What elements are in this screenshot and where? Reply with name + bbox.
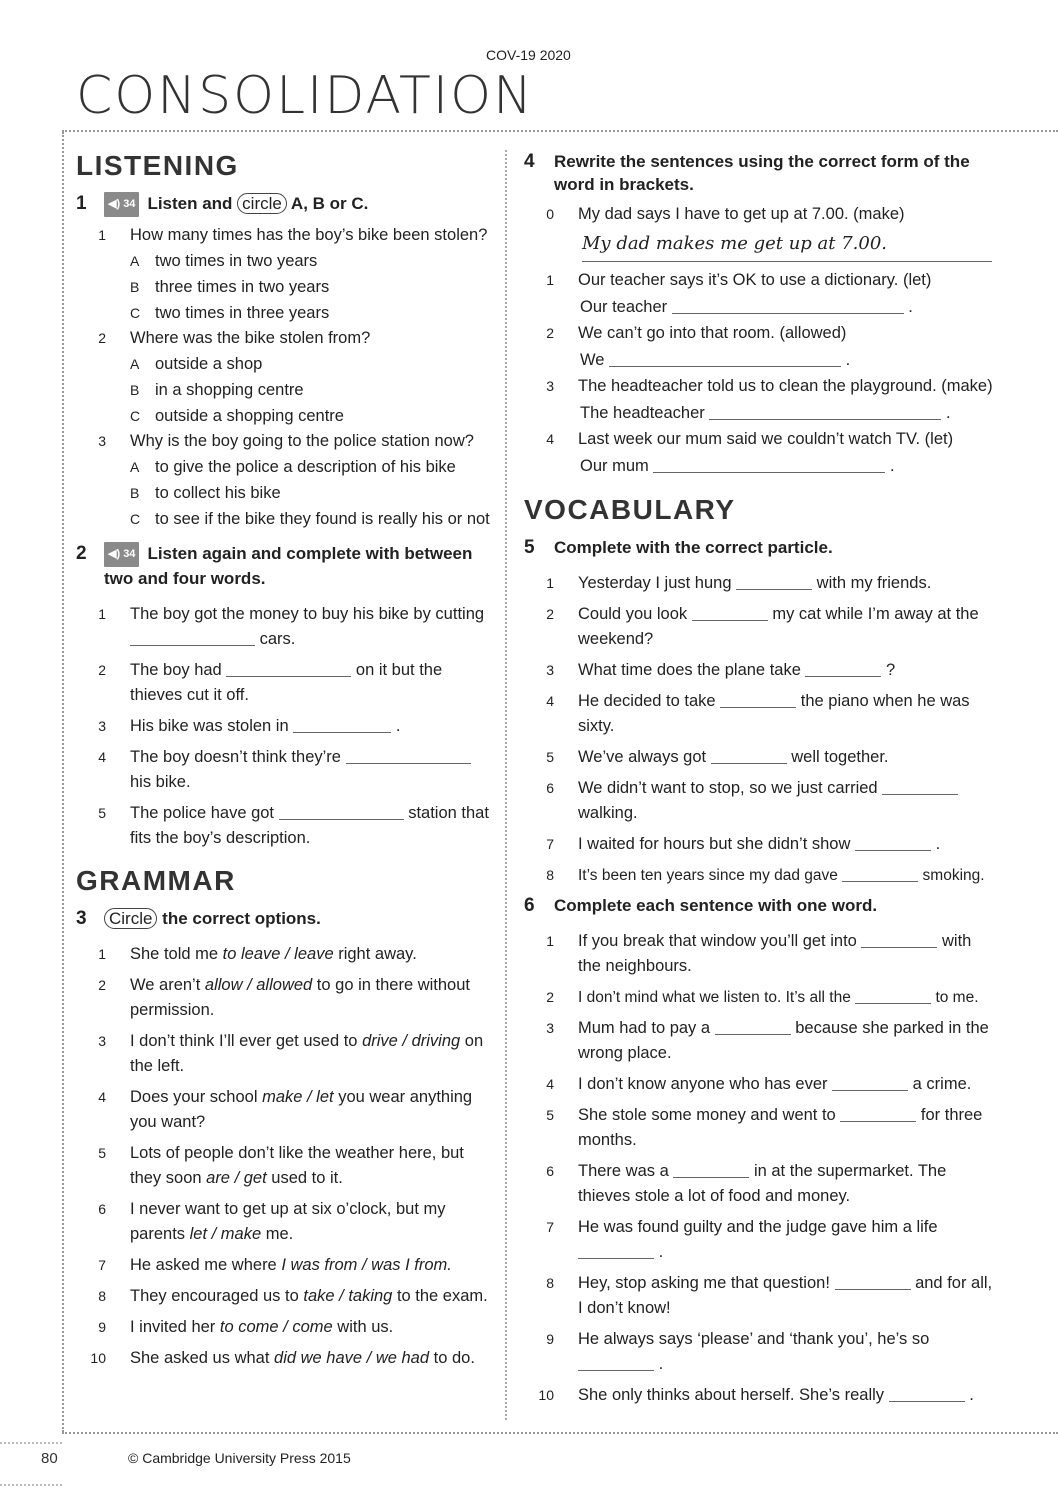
- exercise-3-items: [76, 942, 491, 1371]
- gap-item: 1 If you break that window you’ll get into with the neighbours.: [546, 932, 972, 975]
- question-1-2: 2 Where was the bike stolen from?: [98, 329, 371, 347]
- circle-word: circle: [237, 193, 287, 214]
- answer-blank[interactable]: [578, 1242, 654, 1259]
- footer-divider-lower: [0, 1484, 62, 1486]
- audio-track-badge[interactable]: ◀) 34: [104, 542, 139, 567]
- section-title-vocabulary: VOCABULARY: [524, 494, 736, 525]
- answer-blank[interactable]: [672, 297, 904, 314]
- choice-item[interactable]: 5 Lots of people don’t like the weather here, but they soon are / get used to it.: [98, 1144, 464, 1187]
- speaker-icon: ◀): [108, 548, 121, 560]
- answer-blank[interactable]: [855, 834, 931, 851]
- choice-item[interactable]: 10 She asked us what did we have / we had to do.: [90, 1349, 475, 1367]
- gap-item: 7 He was found guilty and the judge gave him a life .: [546, 1218, 938, 1261]
- gap-item: 6 We didn’t want to stop, so we just carried walking.: [524, 776, 994, 826]
- exercise-1-questions: [76, 223, 491, 532]
- bottom-divider: [62, 1432, 1058, 1434]
- exercise-5-items: [524, 571, 994, 888]
- exercise-2-heading: 2 ◀) 34 Listen again and complete with between two and four words.: [76, 543, 473, 588]
- gap-item: 4 He decided to take the piano when he was sixty.: [546, 692, 970, 735]
- choice-item[interactable]: 9 I invited her to come / come with us.: [98, 1318, 394, 1336]
- gap-item: 8 Hey, stop asking me that question! and for all, I don’t know!: [546, 1274, 993, 1317]
- answer-blank[interactable]: [855, 987, 931, 1004]
- column-divider: [505, 150, 507, 1420]
- section-title-grammar: GRAMMAR: [76, 865, 236, 896]
- choice-item[interactable]: 8 They encouraged us to take / taking to the exam.: [98, 1287, 488, 1305]
- choice-item[interactable]: 6 I never want to get up at six o’clock, but my parents let / make me.: [98, 1200, 446, 1243]
- answer-blank[interactable]: [130, 629, 255, 646]
- option[interactable]: C to see if the bike they found is really his or not: [130, 510, 490, 528]
- gap-item: 8 It’s been ten years since my dad gave smoking.: [546, 867, 985, 884]
- answer-blank[interactable]: [715, 1018, 791, 1035]
- copyright: © Cambridge University Press 2015: [128, 1450, 351, 1466]
- answer-blank[interactable]: [832, 1074, 908, 1091]
- choice-item[interactable]: 7 He asked me where I was from / was I from.: [98, 1256, 452, 1274]
- gap-item: 2 I don’t mind what we listen to. It’s all the to me.: [546, 989, 979, 1006]
- option[interactable]: A outside a shop: [130, 355, 263, 373]
- option[interactable]: C outside a shopping centre: [130, 407, 344, 425]
- answer-blank[interactable]: [346, 747, 471, 764]
- gap-item: 3 Mum had to pay a because she parked in the wrong place.: [546, 1019, 989, 1062]
- right-column: [524, 150, 994, 1408]
- rewrite-line: Our mum .: [580, 457, 895, 475]
- answer-blank[interactable]: [842, 865, 918, 882]
- choice-item[interactable]: 2 We aren’t allow / allowed to go in there without permission.: [98, 976, 470, 1019]
- exercise-5-heading: 5 Complete with the correct particle.: [524, 537, 833, 558]
- option[interactable]: B in a shopping centre: [130, 381, 304, 399]
- answer-blank[interactable]: [805, 660, 881, 677]
- option[interactable]: B three times in two years: [130, 278, 330, 296]
- exercise-2-items: [76, 602, 491, 851]
- exercise-3-heading: 3 Circle the correct options.: [76, 908, 321, 929]
- answer-blank[interactable]: [293, 716, 391, 733]
- gap-item: 5 The police have got station that fits the boy’s description.: [98, 804, 489, 847]
- left-column: [76, 150, 491, 1371]
- gap-item: 4 The boy doesn’t think they’re his bike.: [76, 745, 491, 795]
- page-number: 80: [41, 1450, 58, 1467]
- answer-blank[interactable]: [720, 691, 796, 708]
- answer-blank[interactable]: [609, 350, 841, 367]
- option[interactable]: B to collect his bike: [130, 484, 281, 502]
- choice-item[interactable]: 3 I don’t think I’ll ever get used to drive / driving on the left.: [98, 1032, 484, 1075]
- answer-blank[interactable]: [692, 604, 768, 621]
- gap-item: 3 His bike was stolen in .: [98, 717, 401, 735]
- answer-blank[interactable]: [835, 1273, 911, 1290]
- rewrite-item: 3 The headteacher told us to clean the playground. (make): [546, 377, 993, 395]
- answer-blank[interactable]: [673, 1161, 749, 1178]
- gap-item: 3 What time does the plane take ?: [546, 661, 896, 679]
- exercise-4-heading: 4 Rewrite the sentences using the correct form of the word in brackets.: [524, 151, 970, 194]
- rewrite-item: 4 Last week our mum said we couldn’t watch TV. (let): [546, 430, 954, 448]
- audio-track-badge[interactable]: ◀) 34: [104, 192, 139, 217]
- gap-item: 9 He always says ‘please’ and ‘thank you’, he’s so .: [546, 1330, 930, 1373]
- option[interactable]: A to give the police a description of his bike: [130, 458, 456, 476]
- top-divider: [62, 130, 1058, 132]
- document-code: COV-19 2020: [486, 47, 571, 63]
- rewrite-line: Our teacher .: [580, 298, 913, 316]
- page-title: CONSOLIDATION: [76, 66, 534, 126]
- answer-blank[interactable]: [279, 803, 404, 820]
- answer-blank[interactable]: [653, 456, 885, 473]
- exercise-number: 1: [76, 193, 87, 214]
- gap-item: 6 There was a in at the supermarket. The thieves stole a lot of food and money.: [546, 1162, 947, 1205]
- section-title-listening: LISTENING: [76, 150, 239, 181]
- answer-blank[interactable]: [709, 403, 941, 420]
- exercise-6-heading: 6 Complete each sentence with one word.: [524, 895, 878, 916]
- speaker-icon: ◀): [108, 198, 121, 210]
- gap-item: 5 She stole some money and went to for three months.: [546, 1106, 983, 1149]
- option[interactable]: C two times in three years: [130, 304, 330, 322]
- gap-item: 1 Yesterday I just hung with my friends.: [546, 574, 932, 592]
- gap-item: 2 Could you look my cat while I’m away at the weekend?: [546, 605, 979, 648]
- answer-blank[interactable]: [840, 1105, 916, 1122]
- answer-blank[interactable]: [861, 931, 937, 948]
- answer-blank[interactable]: [578, 1354, 654, 1371]
- footer-divider: [0, 1442, 62, 1444]
- question-1-1: 1 How many times has the boy’s bike been stolen?: [98, 226, 488, 244]
- gap-item: 5 We’ve always got well together.: [546, 748, 889, 766]
- choice-item[interactable]: 4 Does your school make / let you wear anything you want?: [98, 1088, 473, 1131]
- exercise-6-items: [524, 929, 994, 1408]
- gap-item: 4 I don’t know anyone who has ever a crime.: [546, 1075, 972, 1093]
- rewrite-line: The headteacher .: [580, 404, 951, 422]
- answer-blank[interactable]: [889, 1385, 965, 1402]
- example-answer: My dad makes me get up at 7.00.: [524, 227, 994, 262]
- exercise-1-heading: 1 ◀) 34 Listen and circle A, B or C.: [76, 192, 491, 217]
- gap-item: 1 The boy got the money to buy his bike by cutting cars.: [98, 605, 485, 648]
- gap-item: 7 I waited for hours but she didn’t show .: [546, 835, 941, 853]
- answer-blank[interactable]: [711, 747, 787, 764]
- rewrite-line: We .: [580, 351, 851, 369]
- example-item: 0 My dad says I have to get up at 7.00. (make): [546, 205, 905, 223]
- gap-item: 10 She only thinks about herself. She’s really .: [538, 1386, 974, 1404]
- choice-item[interactable]: 1 She told me to leave / leave right away.: [98, 945, 417, 963]
- answer-blank[interactable]: [736, 573, 812, 590]
- option[interactable]: A two times in two years: [130, 252, 318, 270]
- rewrite-item: 2 We can’t go into that room. (allowed): [546, 324, 847, 342]
- rewrite-item: 1 Our teacher says it’s OK to use a dictionary. (let): [546, 271, 932, 289]
- answer-blank[interactable]: [226, 660, 351, 677]
- answer-blank[interactable]: [882, 778, 958, 795]
- question-1-3: 3 Why is the boy going to the police station now?: [98, 432, 474, 450]
- circle-word: Circle: [104, 908, 157, 929]
- left-divider: [62, 132, 64, 1432]
- gap-item: 2 The boy had on it but the thieves cut it off.: [98, 661, 443, 704]
